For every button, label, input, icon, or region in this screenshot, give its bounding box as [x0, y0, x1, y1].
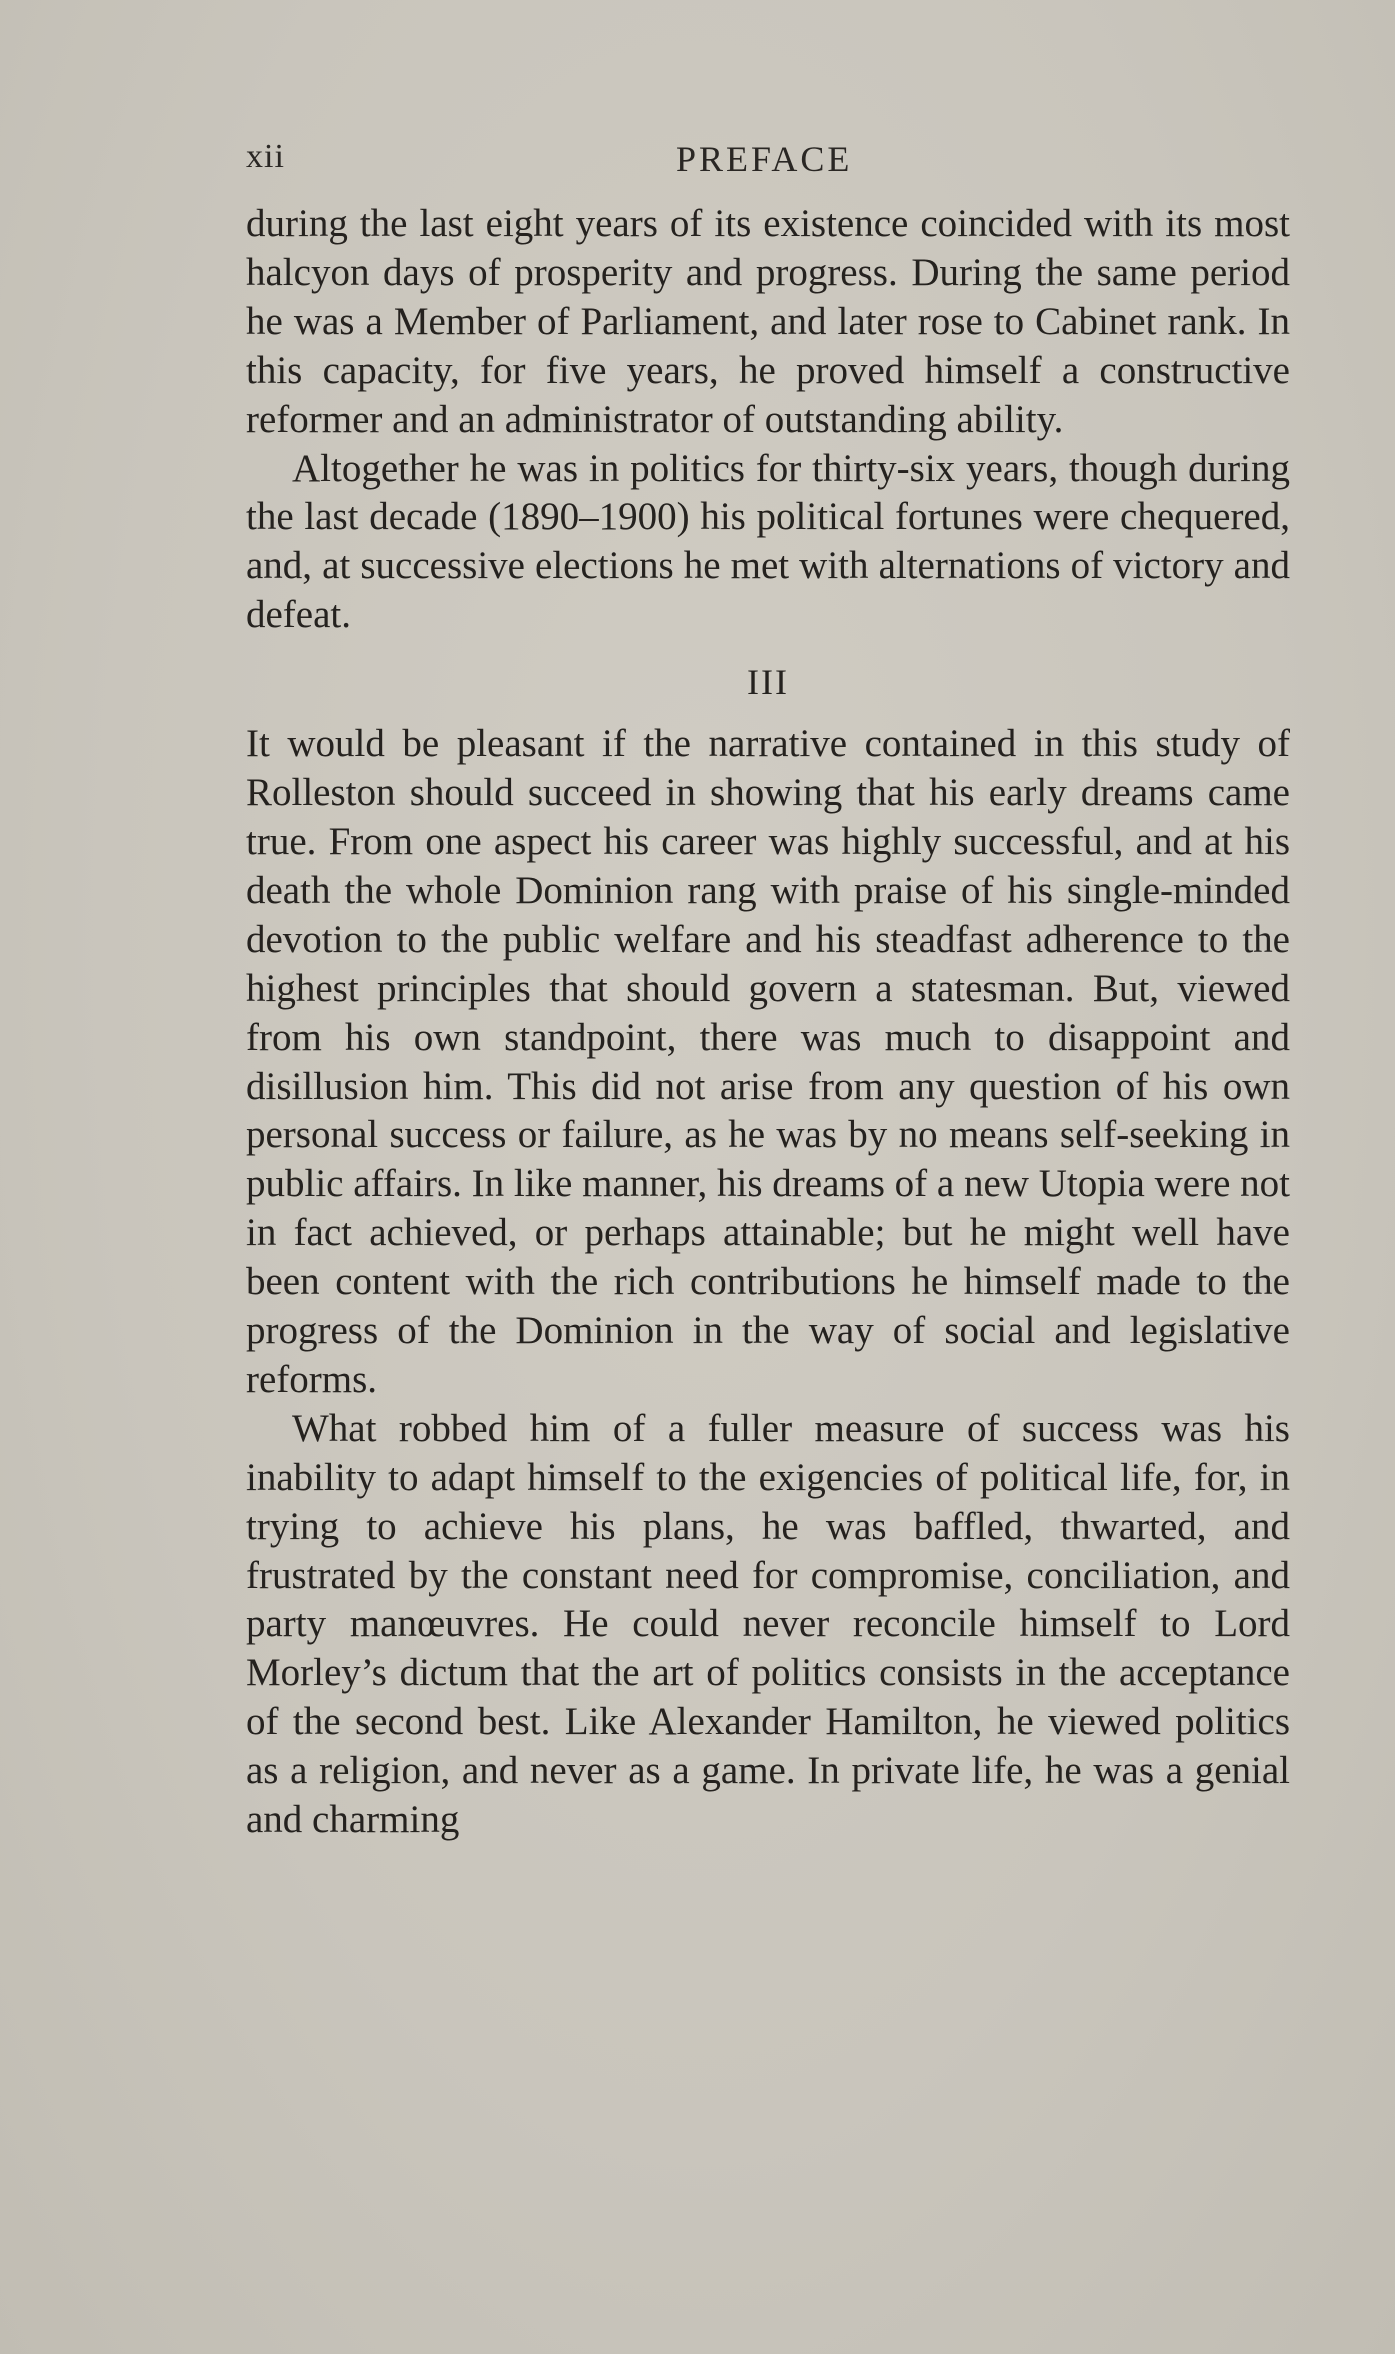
paragraph-narrative: It would be pleasant if the narrative contained in this study of Rolleston should succeed in showing that his early dreams came true. From one aspect his career was highly successful, and at his death the whole Dominion rang with praise of his single-minded devotion to the public welfare and his steadfast adherence to the highest principles that should govern a statesman. But, viewed from his own standpoint, there was much to disappoint and disillusion him. This did not arise from any question of his own personal success or failure, as he was by no means self-seeking in public affairs. In like manner, his dreams of a new Utopia were not in fact achieved, or perhaps attainable; but he might well have been content with the rich contributions he himself made to the progress of the Dominion in the way of social and legislative reforms. [246, 722, 1290, 1401]
paragraph-politics: Altogether he was in politics for thirty-six years, though during the last decade (1890–1900) his political fortunes were chequered, and, at successive elections he met with alternations of victory and defeat. [246, 446, 1290, 637]
running-head: PREFACE [676, 139, 853, 179]
page-header [246, 138, 1290, 188]
section-heading: III [747, 662, 789, 703]
paragraph-continuation: during the last eight years of its existence coincided with its most halcyon days of prosperity and progress. During the same period he was a Member of Parliament, and later rose to Cabinet rank. In this capacity, for five years, he proved himself a constructive reformer and an administrator of outstanding ability. [246, 202, 1290, 441]
paragraph-success: What robbed him of a fuller measure of success was his inability to adapt himself to the exigencies of political life, for, in trying to achieve his plans, he was baffled, thwarted, and frustrated by the constant need for compromise, conciliation, and party manœuvres. He could never reconcile himself to Lord Morley’s dictum that the art of politics consists in the acceptance of the second best. Like Alexander Hamilton, he viewed politics as a religion, and never as a game. In private life, he was a genial and charming [246, 1406, 1290, 1842]
page-number: xii [246, 138, 285, 175]
body-text [246, 200, 1290, 1845]
